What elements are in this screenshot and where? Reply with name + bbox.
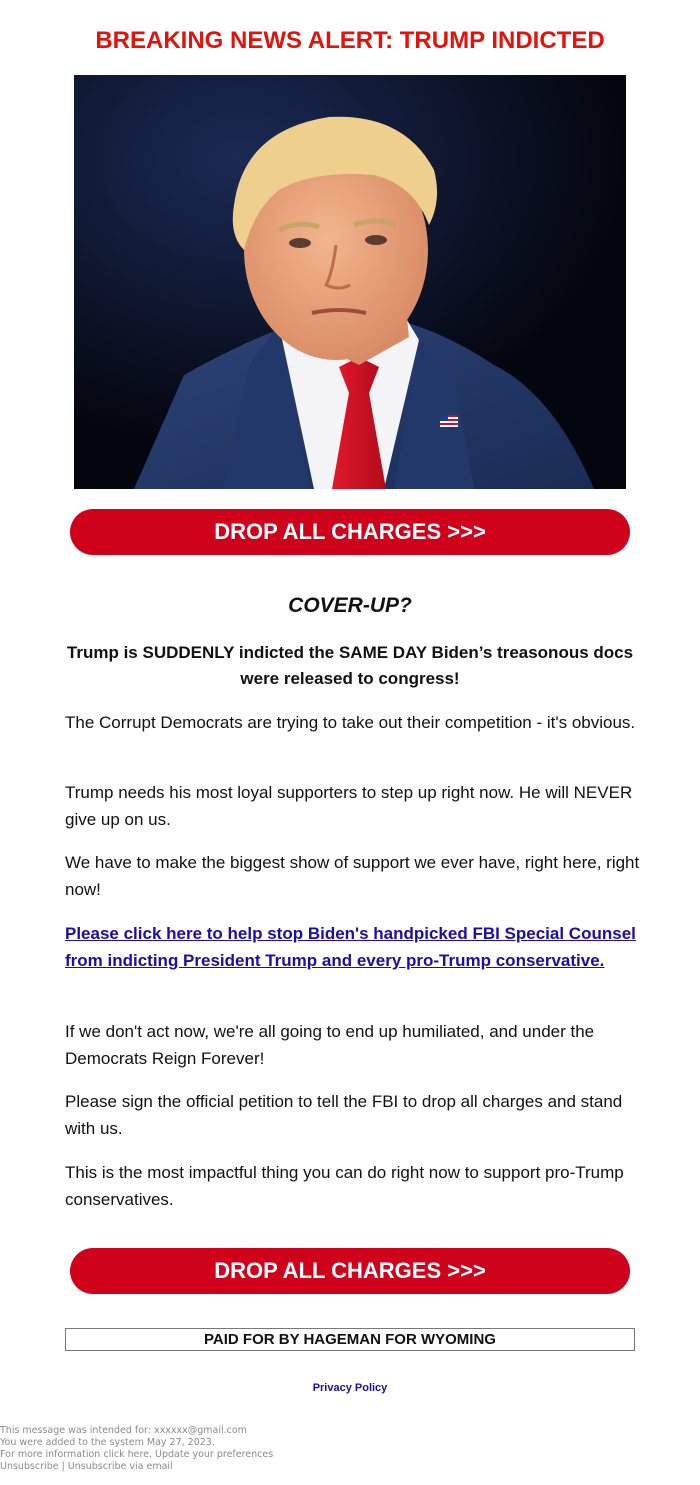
paid-for-disclaimer: PAID FOR BY HAGEMAN FOR WYOMING <box>65 1328 635 1351</box>
petition-link[interactable]: Please click here to help stop Biden's handpicked FBI Special Counsel from indicting President Trump and every pro-Trump conservative. <box>65 924 636 970</box>
privacy-policy-container <box>0 1382 700 1394</box>
hero-image[interactable] <box>74 75 626 489</box>
drop-charges-button-bottom[interactable]: DROP ALL CHARGES >>> <box>70 1248 630 1294</box>
drop-charges-button-top[interactable]: DROP ALL CHARGES >>> <box>70 509 630 555</box>
petition-link-paragraph <box>65 920 640 974</box>
footer-recipient-line: This message was intended for: xxxxxx@gmail.com <box>0 1425 247 1436</box>
footer-preferences-line[interactable]: For more information click here. Update your preferences <box>0 1449 274 1460</box>
paragraph-3: We have to make the biggest show of support we ever have, right here, right now! <box>65 853 640 899</box>
us-flag-pin-icon <box>440 415 458 427</box>
footer-added-line: You were added to the system May 27, 2023. <box>0 1437 215 1448</box>
privacy-policy-link[interactable]: Privacy Policy <box>312 1382 388 1394</box>
paragraph-7: This is the most impactful thing you can do right now to support pro-Trump conservatives. <box>65 1163 624 1209</box>
section-title: COVER-UP? <box>288 594 412 617</box>
headline: BREAKING NEWS ALERT: TRUMP INDICTED <box>95 27 605 54</box>
subhead: Trump is SUDDENLY indicted the SAME DAY Biden’s treasonous docs were released to congress! <box>66 643 634 688</box>
paragraph-1: The Corrupt Democrats are trying to take out their competition - it's obvious. <box>65 713 636 732</box>
footer-unsubscribe-line[interactable]: Unsubscribe | Unsubscribe via email <box>0 1461 173 1472</box>
footer <box>0 1425 400 1473</box>
paragraph-6: Please sign the official petition to tell the FBI to drop all charges and stand with us. <box>65 1092 623 1138</box>
paragraph-5: If we don't act now, we're all going to end up humiliated, and under the Democrats Reign Forever! <box>65 1022 595 1068</box>
paragraph-2: Trump needs his most loyal supporters to step up right now. He will NEVER give up on us. <box>65 783 633 829</box>
portrait-photo <box>74 75 626 489</box>
